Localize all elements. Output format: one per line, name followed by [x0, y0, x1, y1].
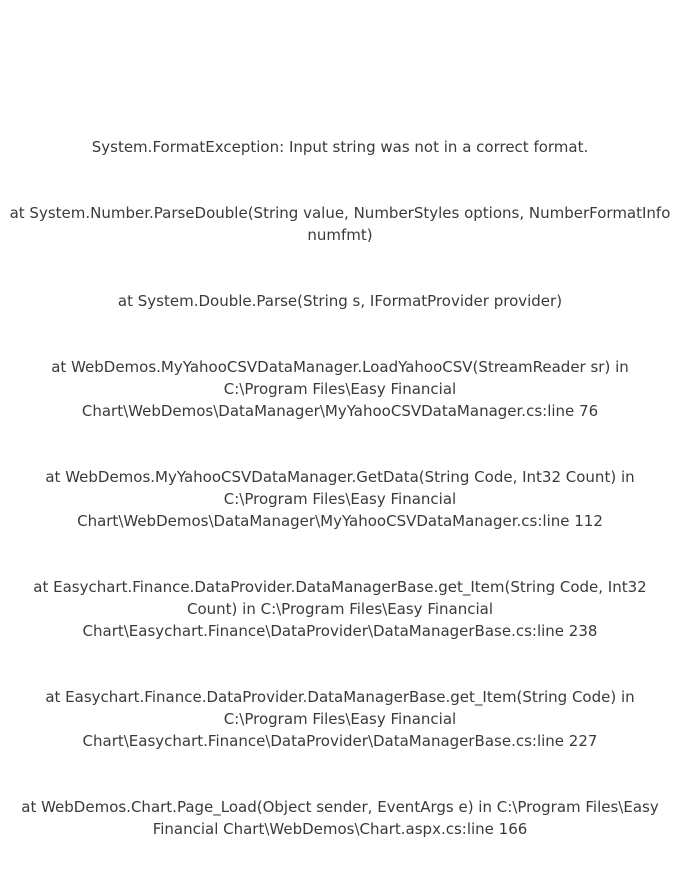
stack-trace-line: at WebDemos.MyYahooCSVDataManager.LoadYahooCSV(StreamReader sr) in C:\Program Files\Easy Financial Chart\WebDemos\DataManager\MyYahooCSVDataManager.cs:line 76	[51, 358, 634, 420]
exception-stack-trace	[0, 92, 680, 884]
stack-trace-line: System.FormatException: Input string was not in a correct format.	[91, 138, 589, 156]
stack-trace-line: at System.Number.ParseDouble(String value, NumberStyles options, NumberFormatInfo numfmt)	[9, 204, 676, 244]
stack-trace-line: at WebDemos.Chart.Page_Load(Object sender, EventArgs e) in C:\Program Files\Easy Financial Chart\WebDemos\Chart.aspx.cs:line 166	[21, 798, 664, 838]
stack-trace-line: at WebDemos.MyYahooCSVDataManager.GetData(String Code, Int32 Count) in C:\Program Files\Easy Financial Chart\WebDemos\DataManager\MyYahooCSVDataManager.cs:line 112	[45, 468, 640, 530]
stack-trace-line: at System.Double.Parse(String s, IFormatProvider provider)	[117, 292, 563, 310]
stack-trace-line: at Easychart.Finance.DataProvider.DataManagerBase.get_Item(String Code, Int32 Count) in C:\Program Files\Easy Financial Chart\Easychart.Finance\DataProvider\DataManagerBase.cs:line 238	[33, 578, 652, 640]
stack-trace-line: at Easychart.Finance.DataProvider.DataManagerBase.get_Item(String Code) in C:\Program Files\Easy Financial Chart\Easychart.Finance\DataProvider\DataManagerBase.cs:line 227	[45, 688, 640, 750]
